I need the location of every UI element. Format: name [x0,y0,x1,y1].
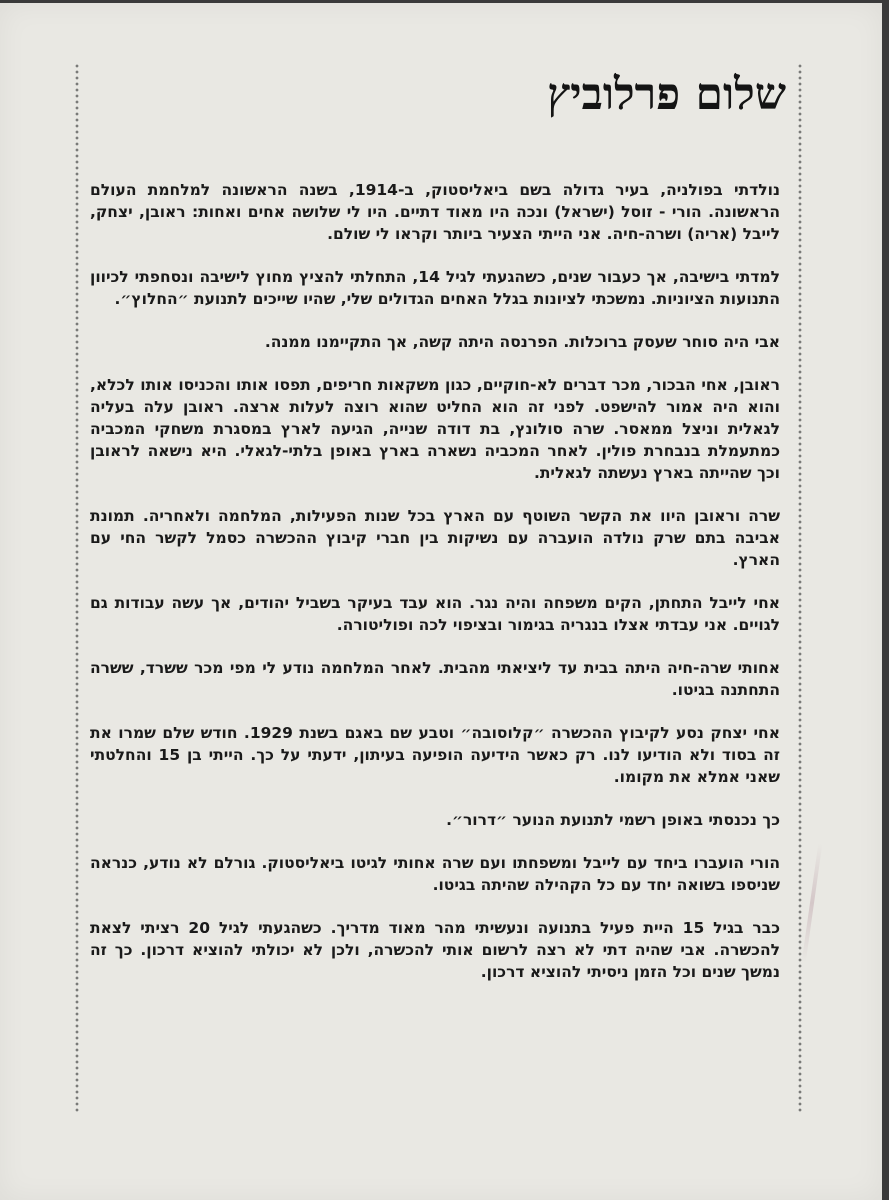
page-title: שלום פרלוביץ [547,69,786,120]
document-body [90,179,780,1004]
paragraph-3: אבי היה סוחר שעסק ברוכלות. הפרנסה היתה קשה, אך התקיימנו ממנה. [264,333,780,351]
paragraph-2: למדתי בישיבה, אך כעבור שנים, כשהגעתי לגיל 14, התחלתי להציץ מחוץ לישיבה ונסחפתי לכיוון התנועות הציוניות. נמשכתי לציונות בגלל האחים הגדולים שלי, שהיו שייכים לתנועת ״החלוץ״. [90,268,780,308]
paragraph-9: כך נכנסתי באופן רשמי לתנועת הנוער ״דרור״. [446,811,780,829]
paragraph-1: נולדתי בפולניה, בעיר גדולה בשם ביאליסטוק, ב-1914, בשנה הראשונה למלחמת העולם הראשונה. הורי - זוסל (ישראל) ונכה היו מאוד דתיים. היו לי שלושה אחים ואחות: ראובן, יצחק, לייבל (אריה) ושרה-חיה. אני הייתי הצעיר ביותר וקראו לי שולם. [90,181,780,243]
document-page [0,3,882,1200]
paragraph-5: שרה וראובן היוו את הקשר השוטף עם הארץ בכל שנות הפעילות, המלחמה ולאחריה. תמונת אביבה בתם שרק נולדה הועברה עם נשיקות בין חברי קיבוץ ההכשרה כסמל לקשר החי עם הארץ. [90,507,780,569]
paragraph-6: אחי לייבל התחתן, הקים משפחה והיה נגר. הוא עבד בעיקר בשביל יהודים, אך עשה עבודות גם לגויים. אני עבדתי אצלו בנגריה בגימור ובציפוי לכה ופוליטורה. [90,594,780,634]
left-dotted-border [74,63,80,1113]
paragraph-7: אחותי שרה-חיה היתה בבית עד ליציאתי מהבית. לאחר המלחמה נודע לי מפי מכר ששרד, ששרה התחתנה בגיטו. [90,659,780,699]
paragraph-4: ראובן, אחי הבכור, מכר דברים לא-חוקיים, כגון משקאות חריפים, תפסו אותו והכניסו אותו לכלא, והוא היה אמור להישפט. לפני זה הוא החליט שהוא רוצה לעלות ארצה. ראובן עלה בעליה לגאלית וניצל ממאסר. שרה סולונץ, בת דודה שנייה, הגיעה לארץ במסגרת משחקי המכביה כמתעמלת בנבחרת פולין. לאחר המכביה נשארה בארץ באופן בלתי-לגאלי. היא נישאה לראובן וכך שהייתה בארץ נעשתה לגאלית. [90,376,780,482]
paragraph-8: אחי יצחק נסע לקיבוץ ההכשרה ״קלוסובה״ וטבע שם באגם בשנת 1929. חודש שלם שמרו את זה בסוד ולא הודיעו לנו. רק כאשר הידיעה הופיעה בעיתון, ידעתי על כך. הייתי בן 15 והחלטתי שאני אמלא את מקומו. [90,724,781,786]
paragraph-11: כבר בגיל 15 היית פעיל בתנועה ונעשיתי מהר מאוד מדריך. כשהגעתי לגיל 20 רציתי לצאת להכשרה. אבי שהיה דתי לא רצה לרשום אותי להכשרה, ולכן לא יכולתי להוציא דרכון. כך זה נמשך שנים וכל הזמן ניסיתי להוציא דרכון. [90,919,780,981]
paper-mark [802,843,823,962]
paragraph-10: הורי הועברו ביחד עם לייבל ומשפחתו ועם שרה אחותי לגיטו ביאליסטוק. גורלם לא נודע, כנראה שניספו בשואה יחד עם כל הקהילה שהיתה בגיטו. [90,854,780,894]
